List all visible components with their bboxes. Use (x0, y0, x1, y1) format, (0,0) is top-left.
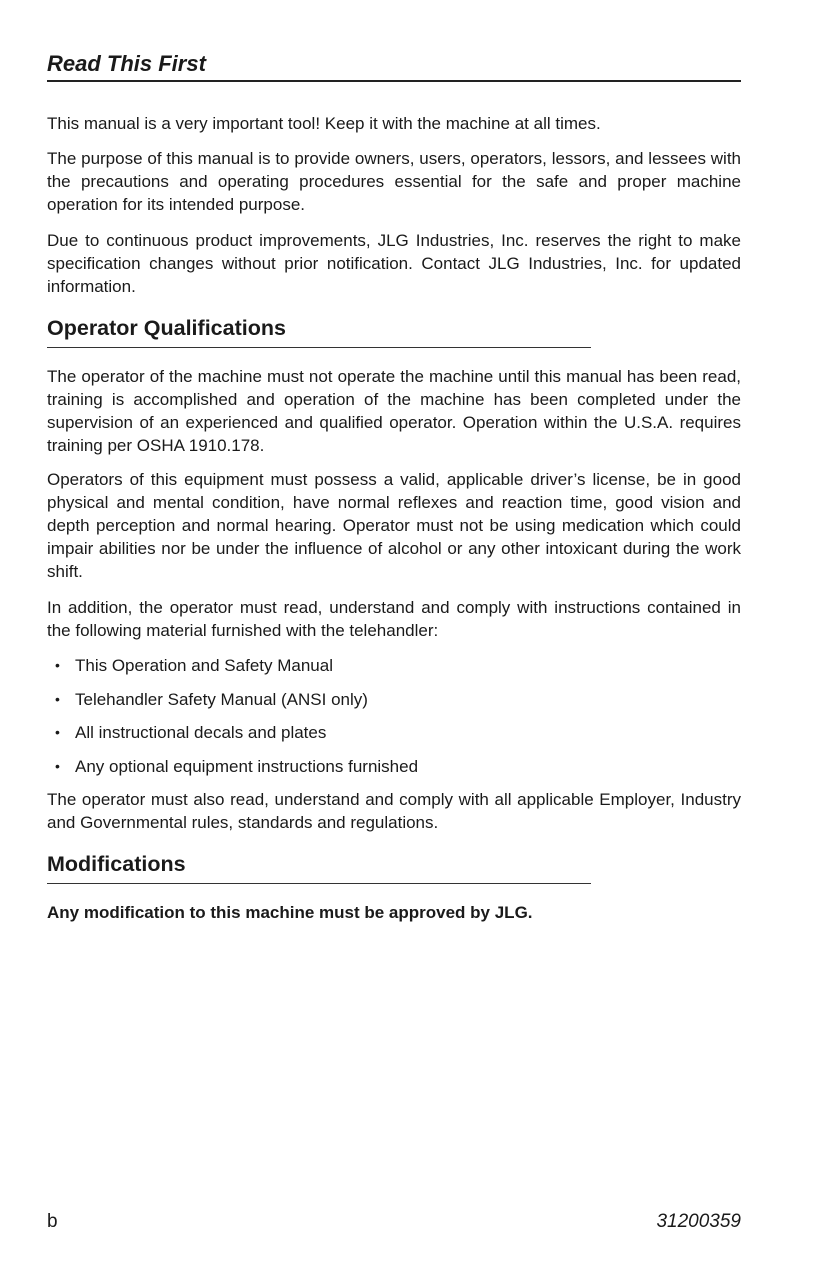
list-item (47, 721, 741, 755)
operator-qualifications-divider (47, 347, 591, 348)
bullet-icon: • (55, 657, 60, 673)
list-item-text: Telehandler Safety Manual (ANSI only) (75, 689, 368, 709)
bullet-icon: • (55, 757, 60, 774)
list-item (47, 654, 741, 688)
modifications-divider (47, 883, 591, 884)
list-item (47, 688, 741, 722)
intro-paragraph-2: The purpose of this manual is to provide owners, users, operators, lessors, and lessees with the precautions and operating procedures essential for the safe and proper machine operation for its intended purpose. (47, 149, 741, 214)
bullet-icon: • (55, 690, 60, 707)
operator-qualifications-paragraph-1: The operator of the machine must not operate the machine until this manual has been read, training is accomplished and operation of the machine has been completed under the supervision of an experienced and qualified operator. Operation within the U.S.A. requires training per OSHA 1910.178. (47, 367, 741, 455)
operator-qualifications-paragraph-3: In addition, the operator must read, understand and comply with instructions contained in the following material furnished with the telehandler: (47, 598, 741, 640)
page-title: Read This First (47, 51, 206, 76)
list-item (47, 755, 741, 789)
operator-qualifications-paragraph-4: The operator must also read, understand and comply with all applicable Employer, Industry and Governmental rules, standards and regulations. (47, 790, 741, 832)
modifications-heading: Modifications (47, 852, 186, 876)
modifications-statement: Any modification to this machine must be approved by JLG. (47, 903, 533, 922)
intro-paragraph-1: This manual is a very important tool! Keep it with the machine at all times. (47, 114, 601, 133)
document-number: 31200359 (656, 1211, 741, 1232)
intro-paragraph-3: Due to continuous product improvements, JLG Industries, Inc. reserves the right to make specification changes without prior notification. Contact JLG Industries, Inc. for updated information. (47, 231, 741, 296)
list-item-text: Any optional equipment instructions furnished (75, 756, 419, 776)
page-number: b (47, 1211, 58, 1232)
operator-qualifications-paragraph-2: Operators of this equipment must possess a valid, applicable driver’s license, be in good physical and mental condition, have normal reflexes and reaction time, good vision and depth perception and normal hearing. Operator must not be using medication which could impair abilities nor be under the influence of alcohol or any other intoxicant during the work shift. (47, 470, 741, 581)
list-item-text: This Operation and Safety Manual (75, 656, 333, 675)
operator-qualifications-heading: Operator Qualifications (47, 316, 286, 340)
title-divider (47, 80, 741, 82)
required-materials-list (47, 654, 741, 788)
list-item-text: All instructional decals and plates (75, 723, 327, 742)
bullet-icon: • (55, 724, 60, 740)
